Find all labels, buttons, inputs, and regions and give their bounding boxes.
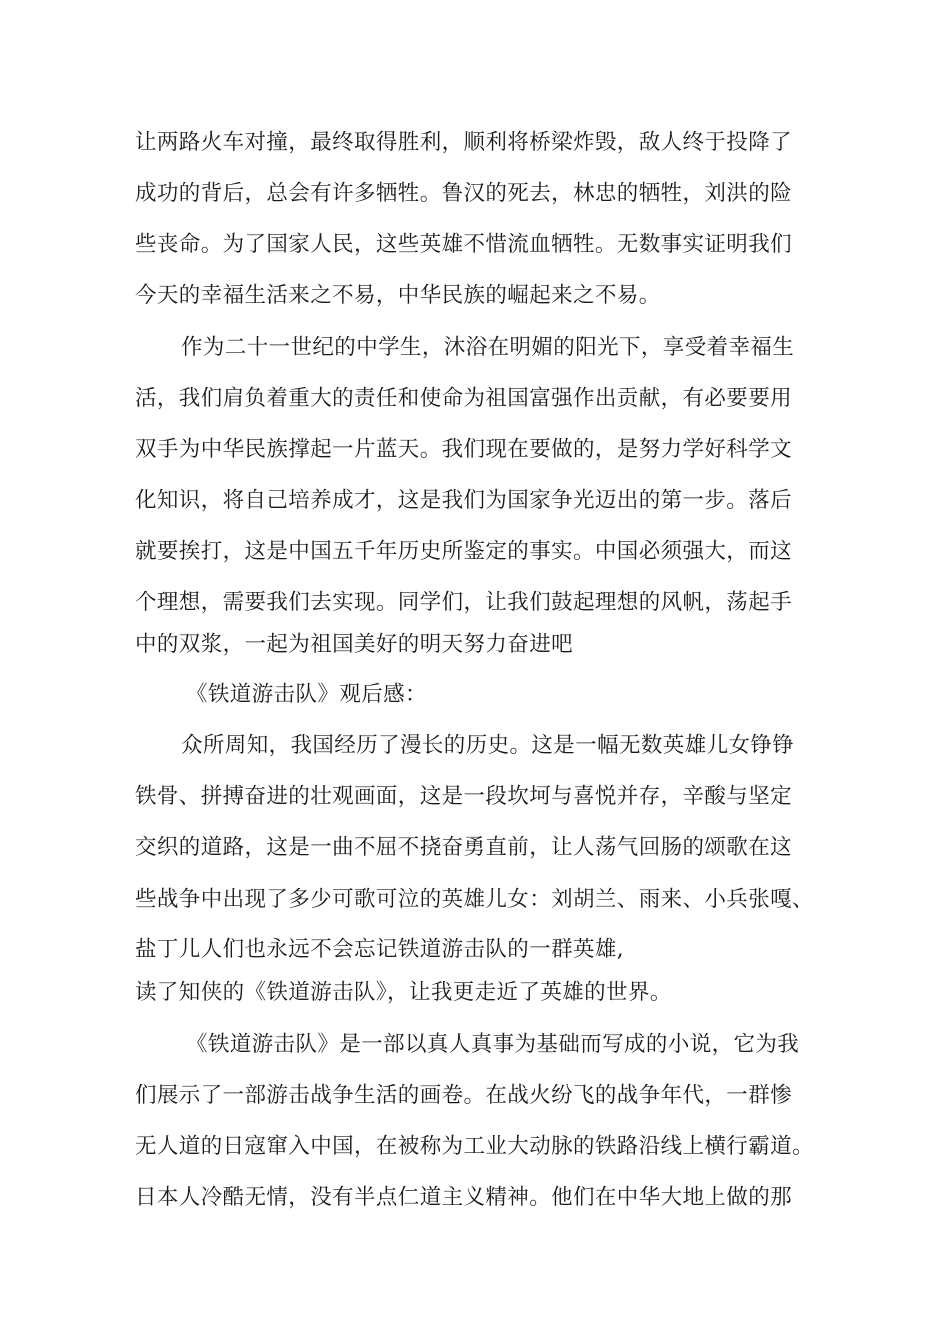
- paragraph-first-line: 《铁道游击队》是一部以真人真事为基础而写成的小说，它为我: [186, 1032, 800, 1057]
- text-line: 们展示了一部游击战争生活的画卷。在战火纷飞的战争年代，一群惨: [135, 1083, 793, 1108]
- text-line: 活，我们肩负着重大的责任和使命为祖国富强作出贡献，有必要要用: [135, 386, 793, 411]
- text-line: 交织的道路，这是一曲不屈不挠奋勇直前，让人荡气回肠的颂歌在这: [135, 835, 793, 860]
- text-line: 无人道的日寇窜入中国，在被称为工业大动脉的铁路沿线上横行霸道。: [135, 1134, 814, 1159]
- text-line: 个理想，需要我们去实现。同学们，让我们鼓起理想的风帆，荡起手: [135, 590, 793, 615]
- text-line: 成功的背后，总会有许多牺牲。鲁汉的死去，林忠的牺牲，刘洪的险: [135, 181, 793, 206]
- text-line: 今天的幸福生活来之不易，中华民族的崛起来之不易。: [135, 283, 661, 308]
- text-line: 中的双浆，一起为祖国美好的明天努力奋进吧: [135, 632, 574, 657]
- paragraph-first-line: 众所周知，我国经历了漫长的历史。这是一幅无数英雄儿女铮铮: [181, 733, 795, 758]
- text-line: 盐丁儿人们也永远不会忘记铁道游击队的一群英雄,: [135, 937, 625, 962]
- text-line: 让两路火车对撞，最终取得胜利，顺利将桥梁炸毁，敌人终于投降了: [135, 130, 793, 155]
- paragraph-first-line: 作为二十一世纪的中学生，沐浴在明媚的阳光下，享受着幸福生: [181, 335, 795, 360]
- text-line: 就要挨打，这是中国五千年历史所鉴定的事实。中国必须强大，而这: [135, 539, 793, 564]
- text-line: 铁骨、拼搏奋进的壮观画面，这是一段坎坷与喜悦并存，辛酸与坚定: [135, 784, 793, 809]
- text-line: 读了知侠的《铁道游击队》，让我更走近了英雄的世界。: [135, 980, 672, 1005]
- text-line: 些战争中出现了多少可歌可泣的英雄儿女：刘胡兰、雨来、小兵张嘎、: [135, 887, 814, 912]
- section-title: 《铁道游击队》观后感：: [186, 682, 427, 707]
- text-line: 双手为中华民族撑起一片蓝天。我们现在要做的，是努力学好科学文: [135, 437, 793, 462]
- text-line: 化知识，将自己培养成才，这是我们为国家争光迈出的第一步。落后: [135, 488, 793, 513]
- text-line: 日本人冷酷无情，没有半点仁道主义精神。他们在中华大地上做的那: [135, 1185, 793, 1210]
- text-line: 些丧命。为了国家人民，这些英雄不惜流血牺牲。无数事实证明我们: [135, 232, 793, 257]
